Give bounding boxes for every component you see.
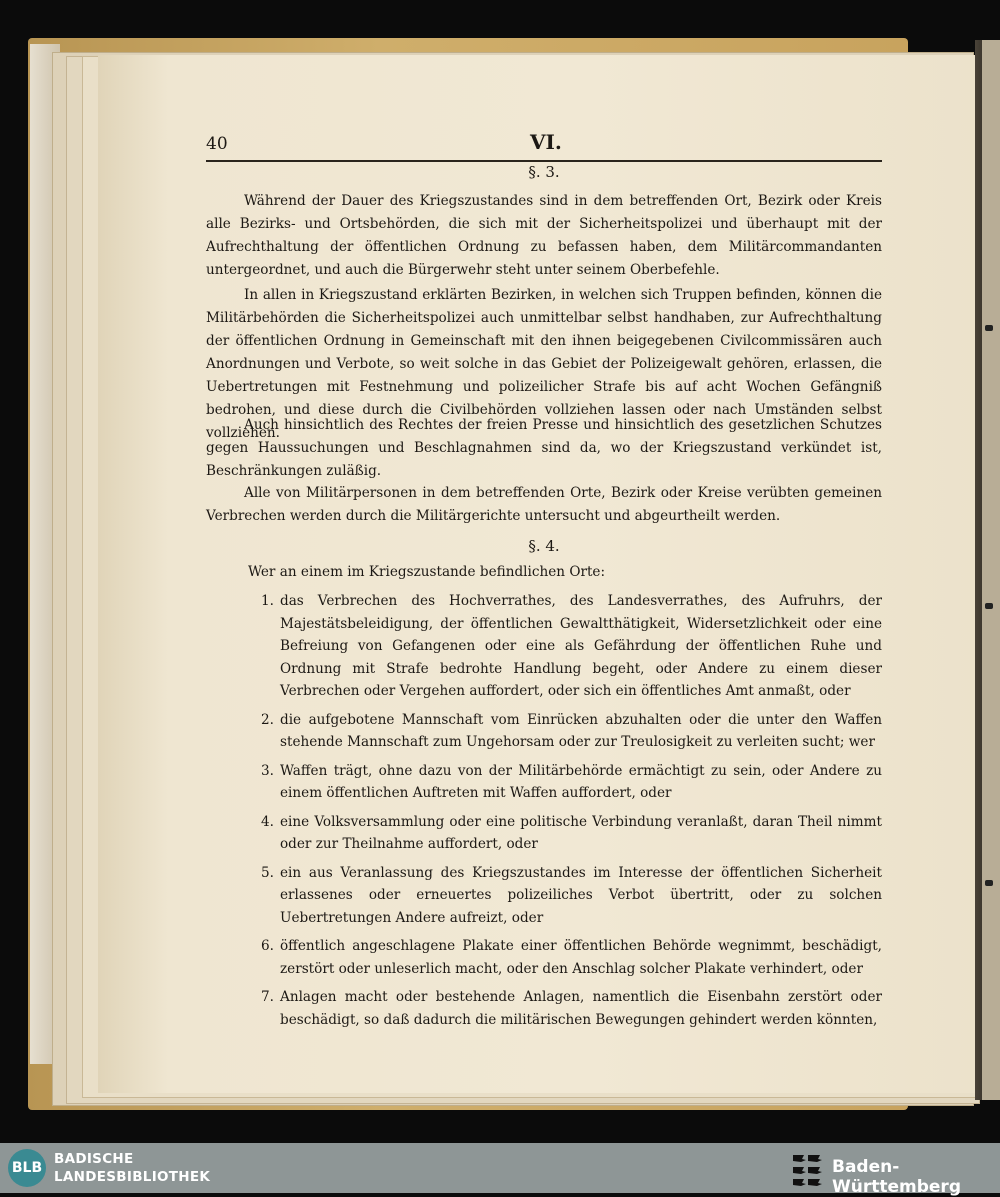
item-number: 3.: [261, 762, 274, 779]
item-text: ein aus Veranlassung des Kriegszustandes im Interesse der öffentlichen Sicherheit erlassenes oder erneuertes polizeiliches Verbot übertritt, oder zu solchen Uebertretungen Andere aufreizt, oder: [280, 864, 882, 926]
item-number: 6.: [261, 938, 274, 954]
state-lions-icon: [790, 1151, 824, 1187]
facing-page-edge: [982, 40, 1000, 1100]
paragraph: Alle von Militärpersonen in dem betreffenden Orte, Bezirk oder Kreise verübten gemeinen Verbrechen werden durch die Militärgerichte untersucht und abgeurtheilt werden.: [206, 485, 882, 524]
paragraph: In allen in Kriegszustand erklärten Bezirken, in welchen sich Truppen befinden, können die Militärbehörden die Sicherheitspolizei auch unmittelbar selbst handhaben, zur Aufrechthaltung der öffentlichen Ordnung in Gemeinschaft mit den ihnen beigegebenen Civilcommissären auch Anordnungen und Verbote, so weit solche in das Gebiet der Polizeigewalt gehören, erlassen, die Uebertretungen mit Festnehmung und polizeilicher Strafe bis auf acht Wochen Gefängniß bedrohen, und diese durch die Civilbehörden vollziehen lassen oder nach Umständen selbst vollziehen.: [206, 287, 882, 441]
list-item: [206, 862, 882, 930]
section-heading: §. 4.: [528, 537, 560, 555]
state-name[interactable]: Baden-Württemberg: [832, 1157, 961, 1197]
item-number: 1.: [261, 593, 274, 609]
list-item: [206, 811, 882, 856]
item-number: 7.: [261, 989, 274, 1005]
item-number: 4.: [261, 813, 274, 830]
blb-logo-icon[interactable]: BLB: [8, 1149, 46, 1187]
list-item: [206, 935, 882, 980]
item-number: 5.: [261, 864, 274, 881]
item-text: öffentlich angeschlagene Plakate einer öffentlichen Behörde wegnimmt, beschädigt, zerstört oder unleserlich macht, oder den Anschlag solcher Plakate verhindert, oder: [280, 938, 882, 977]
page-number: 40: [206, 134, 228, 154]
item-text: Waffen trägt, ohne dazu von der Militärbehörde ermächtigt zu sein, oder Andere zu einem öffentlichen Auftreten mit Waffen auffordert, oder: [280, 762, 882, 801]
list-item: [206, 760, 882, 805]
list-item: [206, 709, 882, 754]
item-text: das Verbrechen des Hochverrathes, des Landesverrathes, des Aufruhrs, der Majestätsbeleidigung, der öffentlichen Gewaltthätigkeit, Widersetzlichkeit oder eine Befreiung von Gefangenen oder eine als Gefährdung der öffentlichen Ruhe und Ordnung mit Strafe bedrohte Handlung begeht, oder Andere zu einem dieser Verbrechen oder Vergehen auffordert, oder sich ein öffentliches Amt anmaßt, oder: [280, 593, 882, 699]
item-text: die aufgebotene Mannschaft vom Einrücken abzuhalten oder die unter den Waffen stehende Mannschaft zum Ungehorsam oder zur Treulosigkeit zu verleiten sucht; wer: [280, 711, 882, 750]
header-rule: [206, 160, 882, 162]
list-item: [206, 590, 882, 703]
list-item: [206, 986, 882, 1031]
library-name[interactable]: [54, 1150, 210, 1186]
footer-bar: [0, 1143, 1000, 1197]
paragraph: Auch hinsichtlich des Rechtes der freien Presse und hinsichtlich des gesetzlichen Schutzes gegen Haussuchungen und Beschlagnahmen sind da, wo der Kriegszustand verkündet ist, Beschränkungen zuläßig.: [206, 417, 882, 479]
list-intro: Wer an einem im Kriegszustande befindlichen Orte:: [248, 564, 606, 580]
binding-hole: [985, 880, 993, 886]
paragraph: Während der Dauer des Kriegszustandes sind in dem betreffenden Ort, Bezirk oder Kreis alle Bezirks- und Ortsbehörden, die sich mit der Sicherheitspolizei und überhaupt mit der Aufrechthaltung der öffentlichen Ordnung zu befassen haben, dem Militärcommandanten untergeordnet, und auch die Bürgerwehr steht unter seinem Oberbefehle.: [206, 193, 882, 278]
item-text: eine Volksversammlung oder eine politische Verbindung veranlaßt, daran Theil nimmt oder zur Theilnahme auffordert, oder: [280, 813, 882, 852]
page-header: VI.: [530, 130, 562, 154]
binding-hole: [985, 325, 993, 331]
library-name-line: LANDESBIBLIOTHEK: [54, 1169, 211, 1185]
binding-hole: [985, 603, 993, 609]
library-name-line: BADISCHE: [54, 1151, 134, 1167]
item-number: 2.: [261, 711, 274, 728]
section-heading: §. 3.: [528, 163, 560, 181]
offense-list: [206, 590, 882, 1037]
item-text: Anlagen macht oder bestehende Anlagen, namentlich die Eisenbahn zerstört oder beschädigt, so daß dadurch die militärischen Bewegungen gehindert werden könnten,: [280, 989, 882, 1028]
